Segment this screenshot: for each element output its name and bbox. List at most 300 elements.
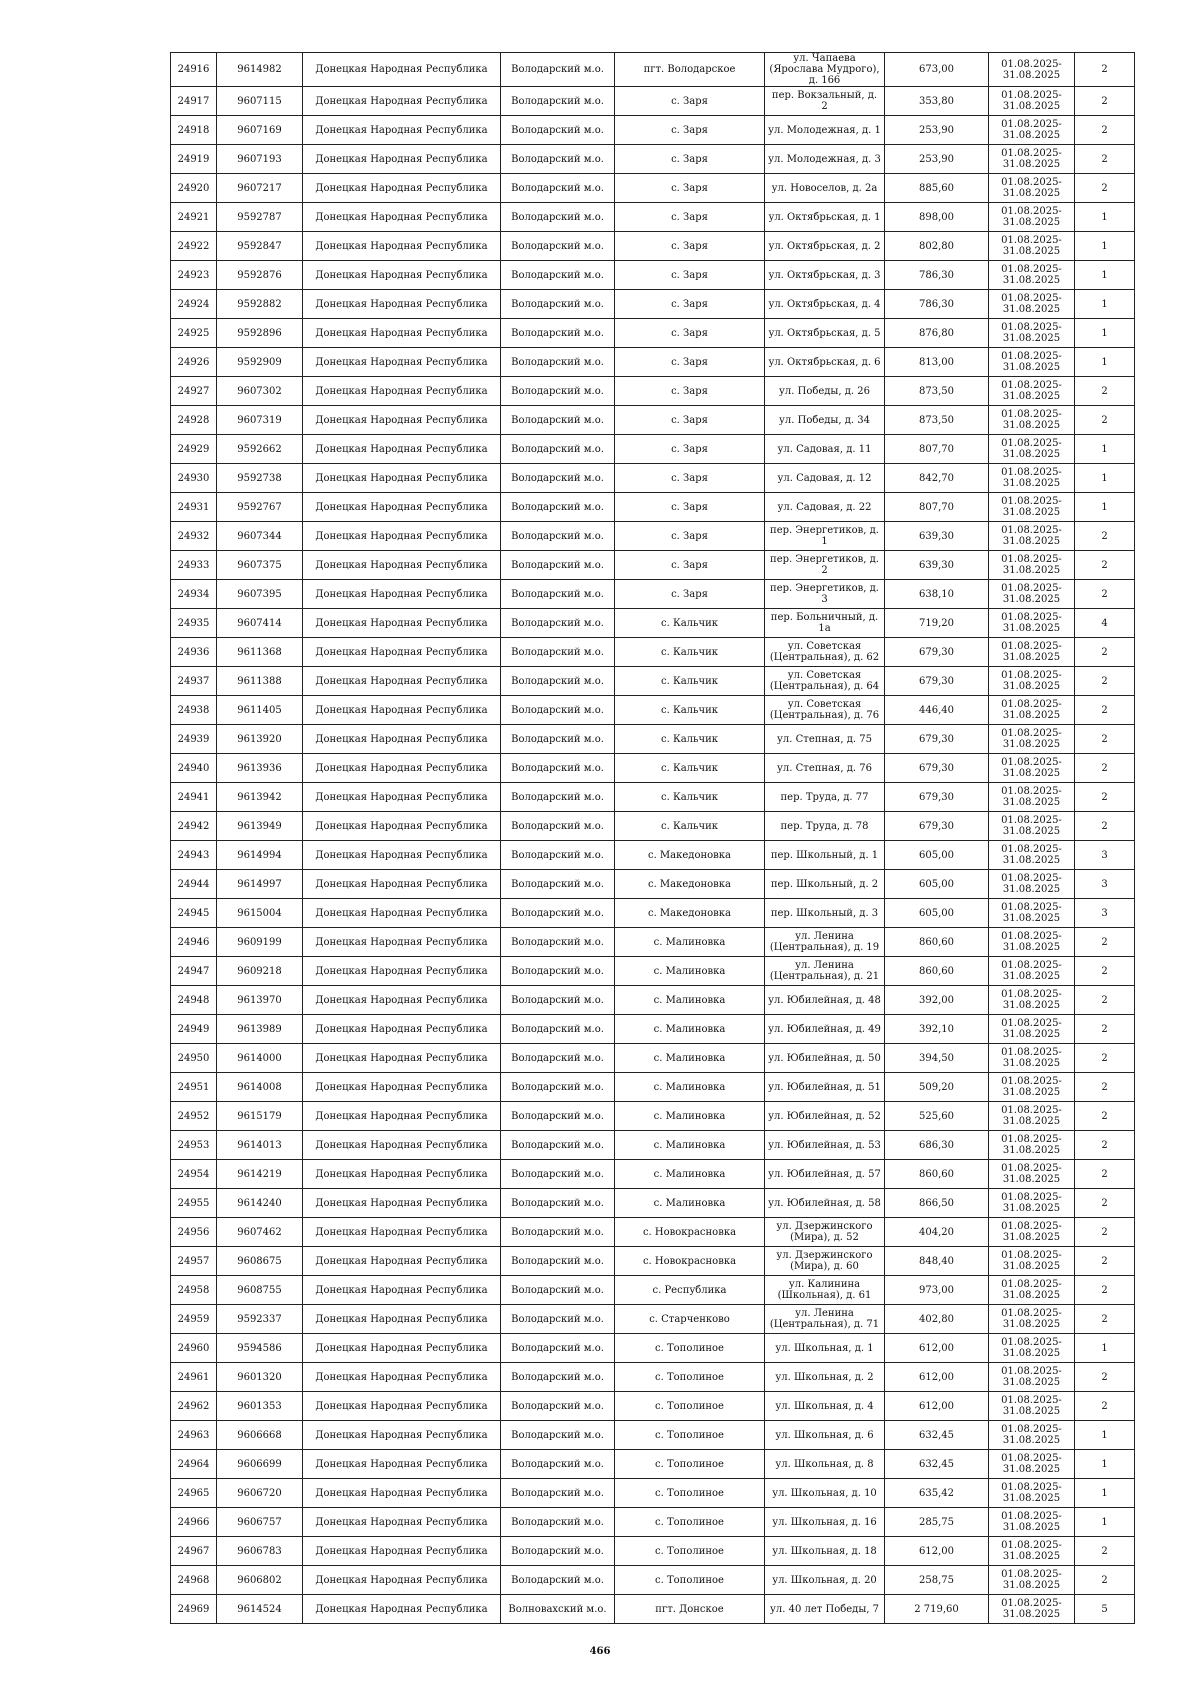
record-id: 9601320 — [217, 1363, 303, 1392]
region-cell: Донецкая Народная Республика — [303, 957, 501, 986]
settlement-cell: с. Заря — [615, 290, 765, 319]
settlement-cell: с. Заря — [615, 203, 765, 232]
record-id: 9613970 — [217, 986, 303, 1015]
period-cell: 01.08.2025-31.08.2025 — [989, 551, 1075, 580]
count-cell: 2 — [1075, 1189, 1135, 1218]
settlement-cell: с. Республика — [615, 1276, 765, 1305]
period-cell: 01.08.2025-31.08.2025 — [989, 1392, 1075, 1421]
record-id: 9592896 — [217, 319, 303, 348]
record-id: 9613920 — [217, 725, 303, 754]
record-id: 9607395 — [217, 580, 303, 609]
table-row — [171, 899, 1135, 928]
table-row — [171, 87, 1135, 116]
count-cell: 1 — [1075, 464, 1135, 493]
region-cell: Донецкая Народная Республика — [303, 1334, 501, 1363]
amount-cell: 860,60 — [885, 957, 989, 986]
region-cell: Донецкая Народная Республика — [303, 493, 501, 522]
period-cell: 01.08.2025-31.08.2025 — [989, 174, 1075, 203]
region-cell: Донецкая Народная Республика — [303, 1392, 501, 1421]
address-cell: ул. Школьная, д. 1 — [765, 1334, 885, 1363]
table-row — [171, 1479, 1135, 1508]
address-cell: ул. Советская (Центральная), д. 64 — [765, 667, 885, 696]
district-cell: Володарский м.о. — [501, 696, 615, 725]
record-id: 9614240 — [217, 1189, 303, 1218]
address-cell: пер. Энергетиков, д. 2 — [765, 551, 885, 580]
district-cell: Володарский м.о. — [501, 1131, 615, 1160]
table-row — [171, 841, 1135, 870]
row-number: 24958 — [171, 1276, 217, 1305]
region-cell: Донецкая Народная Республика — [303, 667, 501, 696]
district-cell: Володарский м.о. — [501, 53, 615, 87]
row-number: 24948 — [171, 986, 217, 1015]
address-cell: пер. Труда, д. 78 — [765, 812, 885, 841]
settlement-cell: с. Македоновка — [615, 870, 765, 899]
address-cell: ул. Юбилейная, д. 49 — [765, 1015, 885, 1044]
record-id: 9614219 — [217, 1160, 303, 1189]
table-row — [171, 1450, 1135, 1479]
count-cell: 2 — [1075, 87, 1135, 116]
record-id: 9614008 — [217, 1073, 303, 1102]
row-number: 24938 — [171, 696, 217, 725]
district-cell: Володарский м.о. — [501, 203, 615, 232]
table-row — [171, 1566, 1135, 1595]
address-cell: ул. Юбилейная, д. 52 — [765, 1102, 885, 1131]
count-cell: 3 — [1075, 870, 1135, 899]
count-cell: 2 — [1075, 1363, 1135, 1392]
period-cell: 01.08.2025-31.08.2025 — [989, 1334, 1075, 1363]
amount-cell: 605,00 — [885, 841, 989, 870]
amount-cell: 679,30 — [885, 754, 989, 783]
amount-cell: 509,20 — [885, 1073, 989, 1102]
period-cell: 01.08.2025-31.08.2025 — [989, 638, 1075, 667]
amount-cell: 679,30 — [885, 812, 989, 841]
row-number: 24932 — [171, 522, 217, 551]
amount-cell: 612,00 — [885, 1537, 989, 1566]
region-cell: Донецкая Народная Республика — [303, 1073, 501, 1102]
district-cell: Володарский м.о. — [501, 1508, 615, 1537]
address-cell: ул. Степная, д. 76 — [765, 754, 885, 783]
count-cell: 3 — [1075, 899, 1135, 928]
period-cell: 01.08.2025-31.08.2025 — [989, 203, 1075, 232]
district-cell: Володарский м.о. — [501, 319, 615, 348]
record-id: 9592767 — [217, 493, 303, 522]
settlement-cell: с. Кальчик — [615, 609, 765, 638]
region-cell: Донецкая Народная Республика — [303, 290, 501, 319]
settlement-cell: с. Заря — [615, 348, 765, 377]
table-row — [171, 812, 1135, 841]
record-id: 9613936 — [217, 754, 303, 783]
table-row — [171, 1073, 1135, 1102]
address-cell: ул. Школьная, д. 16 — [765, 1508, 885, 1537]
amount-cell: 402,80 — [885, 1305, 989, 1334]
row-number: 24955 — [171, 1189, 217, 1218]
region-cell: Донецкая Народная Республика — [303, 783, 501, 812]
period-cell: 01.08.2025-31.08.2025 — [989, 348, 1075, 377]
region-cell: Донецкая Народная Республика — [303, 1247, 501, 1276]
settlement-cell: с. Малиновка — [615, 1044, 765, 1073]
settlement-cell: с. Старченково — [615, 1305, 765, 1334]
amount-cell: 525,60 — [885, 1102, 989, 1131]
row-number: 24954 — [171, 1160, 217, 1189]
region-cell: Донецкая Народная Республика — [303, 53, 501, 87]
row-number: 24949 — [171, 1015, 217, 1044]
row-number: 24965 — [171, 1479, 217, 1508]
count-cell: 2 — [1075, 725, 1135, 754]
address-cell: ул. Юбилейная, д. 50 — [765, 1044, 885, 1073]
amount-cell: 394,50 — [885, 1044, 989, 1073]
table-row — [171, 319, 1135, 348]
settlement-cell: с. Тополиное — [615, 1392, 765, 1421]
table-row — [171, 870, 1135, 899]
district-cell: Володарский м.о. — [501, 261, 615, 290]
row-number: 24956 — [171, 1218, 217, 1247]
region-cell: Донецкая Народная Республика — [303, 174, 501, 203]
settlement-cell: пгт. Донское — [615, 1595, 765, 1624]
table-row — [171, 1102, 1135, 1131]
amount-cell: 2 719,60 — [885, 1595, 989, 1624]
row-number: 24957 — [171, 1247, 217, 1276]
page-number: 466 — [589, 1646, 611, 1657]
district-cell: Володарский м.о. — [501, 812, 615, 841]
period-cell: 01.08.2025-31.08.2025 — [989, 1276, 1075, 1305]
table-row — [171, 609, 1135, 638]
period-cell: 01.08.2025-31.08.2025 — [989, 1537, 1075, 1566]
record-id: 9592847 — [217, 232, 303, 261]
record-id: 9613949 — [217, 812, 303, 841]
period-cell: 01.08.2025-31.08.2025 — [989, 899, 1075, 928]
count-cell: 2 — [1075, 1537, 1135, 1566]
district-cell: Володарский м.о. — [501, 1247, 615, 1276]
region-cell: Донецкая Народная Республика — [303, 1102, 501, 1131]
amount-cell: 679,30 — [885, 783, 989, 812]
period-cell: 01.08.2025-31.08.2025 — [989, 522, 1075, 551]
district-cell: Володарский м.о. — [501, 754, 615, 783]
period-cell: 01.08.2025-31.08.2025 — [989, 1305, 1075, 1334]
count-cell: 1 — [1075, 435, 1135, 464]
record-id: 9614982 — [217, 53, 303, 87]
record-id: 9592876 — [217, 261, 303, 290]
settlement-cell: с. Кальчик — [615, 725, 765, 754]
record-id: 9606720 — [217, 1479, 303, 1508]
row-number: 24967 — [171, 1537, 217, 1566]
table-row — [171, 203, 1135, 232]
period-cell: 01.08.2025-31.08.2025 — [989, 1218, 1075, 1247]
count-cell: 2 — [1075, 928, 1135, 957]
row-number: 24969 — [171, 1595, 217, 1624]
row-number: 24924 — [171, 290, 217, 319]
document-sheet — [170, 52, 1134, 1624]
row-number: 24951 — [171, 1073, 217, 1102]
row-number: 24961 — [171, 1363, 217, 1392]
amount-cell: 885,60 — [885, 174, 989, 203]
amount-cell: 612,00 — [885, 1334, 989, 1363]
district-cell: Володарский м.о. — [501, 145, 615, 174]
row-number: 24935 — [171, 609, 217, 638]
count-cell: 2 — [1075, 53, 1135, 87]
count-cell: 2 — [1075, 638, 1135, 667]
period-cell: 01.08.2025-31.08.2025 — [989, 841, 1075, 870]
settlement-cell: с. Македоновка — [615, 841, 765, 870]
row-number: 24962 — [171, 1392, 217, 1421]
period-cell: 01.08.2025-31.08.2025 — [989, 493, 1075, 522]
address-cell: ул. Дзержинского (Мира), д. 60 — [765, 1247, 885, 1276]
amount-cell: 873,50 — [885, 406, 989, 435]
district-cell: Володарский м.о. — [501, 1537, 615, 1566]
period-cell: 01.08.2025-31.08.2025 — [989, 1102, 1075, 1131]
table-row — [171, 116, 1135, 145]
row-number: 24928 — [171, 406, 217, 435]
table-row — [171, 1276, 1135, 1305]
settlement-cell: с. Тополиное — [615, 1334, 765, 1363]
district-cell: Володарский м.о. — [501, 1276, 615, 1305]
amount-cell: 612,00 — [885, 1363, 989, 1392]
record-id: 9613942 — [217, 783, 303, 812]
amount-cell: 813,00 — [885, 348, 989, 377]
address-cell: ул. Победы, д. 34 — [765, 406, 885, 435]
record-id: 9614000 — [217, 1044, 303, 1073]
address-cell: ул. Школьная, д. 18 — [765, 1537, 885, 1566]
district-cell: Володарский м.о. — [501, 638, 615, 667]
region-cell: Донецкая Народная Республика — [303, 1479, 501, 1508]
address-cell: ул. Школьная, д. 4 — [765, 1392, 885, 1421]
table-row — [171, 928, 1135, 957]
region-cell: Донецкая Народная Республика — [303, 406, 501, 435]
period-cell: 01.08.2025-31.08.2025 — [989, 1015, 1075, 1044]
amount-cell: 679,30 — [885, 638, 989, 667]
amount-cell: 253,90 — [885, 145, 989, 174]
address-cell: ул. Юбилейная, д. 57 — [765, 1160, 885, 1189]
address-cell: ул. Октябрьская, д. 6 — [765, 348, 885, 377]
address-cell: ул. Юбилейная, д. 53 — [765, 1131, 885, 1160]
address-cell: ул. Октябрьская, д. 4 — [765, 290, 885, 319]
period-cell: 01.08.2025-31.08.2025 — [989, 261, 1075, 290]
record-id: 9609199 — [217, 928, 303, 957]
settlement-cell: пгт. Володарское — [615, 53, 765, 87]
address-cell: ул. Юбилейная, д. 48 — [765, 986, 885, 1015]
district-cell: Володарский м.о. — [501, 493, 615, 522]
period-cell: 01.08.2025-31.08.2025 — [989, 290, 1075, 319]
count-cell: 2 — [1075, 1044, 1135, 1073]
address-cell: ул. Советская (Центральная), д. 62 — [765, 638, 885, 667]
table-row — [171, 667, 1135, 696]
region-cell: Донецкая Народная Республика — [303, 348, 501, 377]
record-id: 9607193 — [217, 145, 303, 174]
record-id: 9592738 — [217, 464, 303, 493]
table-row — [171, 348, 1135, 377]
region-cell: Донецкая Народная Республика — [303, 1044, 501, 1073]
region-cell: Донецкая Народная Республика — [303, 261, 501, 290]
table-row — [171, 493, 1135, 522]
district-cell: Володарский м.о. — [501, 87, 615, 116]
period-cell: 01.08.2025-31.08.2025 — [989, 667, 1075, 696]
amount-cell: 673,00 — [885, 53, 989, 87]
amount-cell: 786,30 — [885, 261, 989, 290]
row-number: 24939 — [171, 725, 217, 754]
amount-cell: 258,75 — [885, 1566, 989, 1595]
settlement-cell: с. Заря — [615, 406, 765, 435]
settlement-cell: с. Заря — [615, 145, 765, 174]
region-cell: Донецкая Народная Республика — [303, 1015, 501, 1044]
row-number: 24950 — [171, 1044, 217, 1073]
row-number: 24921 — [171, 203, 217, 232]
settlement-cell: с. Заря — [615, 522, 765, 551]
region-cell: Донецкая Народная Республика — [303, 986, 501, 1015]
record-id: 9614524 — [217, 1595, 303, 1624]
region-cell: Донецкая Народная Республика — [303, 1566, 501, 1595]
address-cell: ул. Степная, д. 75 — [765, 725, 885, 754]
district-cell: Володарский м.о. — [501, 899, 615, 928]
record-id: 9592662 — [217, 435, 303, 464]
count-cell: 2 — [1075, 1218, 1135, 1247]
count-cell: 1 — [1075, 319, 1135, 348]
table-row — [171, 1189, 1135, 1218]
amount-cell: 253,90 — [885, 116, 989, 145]
region-cell: Донецкая Народная Республика — [303, 1218, 501, 1247]
settlement-cell: с. Тополиное — [615, 1566, 765, 1595]
address-cell: ул. Школьная, д. 8 — [765, 1450, 885, 1479]
region-cell: Донецкая Народная Республика — [303, 319, 501, 348]
table-row — [171, 290, 1135, 319]
district-cell: Володарский м.о. — [501, 957, 615, 986]
region-cell: Донецкая Народная Республика — [303, 551, 501, 580]
count-cell: 2 — [1075, 377, 1135, 406]
table-row — [171, 696, 1135, 725]
region-cell: Донецкая Народная Республика — [303, 435, 501, 464]
address-cell: пер. Энергетиков, д. 1 — [765, 522, 885, 551]
settlement-cell: с. Тополиное — [615, 1508, 765, 1537]
address-cell: ул. Ленина (Центральная), д. 21 — [765, 957, 885, 986]
table-row — [171, 261, 1135, 290]
row-number: 24941 — [171, 783, 217, 812]
count-cell: 1 — [1075, 203, 1135, 232]
amount-cell: 632,45 — [885, 1421, 989, 1450]
row-number: 24943 — [171, 841, 217, 870]
amount-cell: 686,30 — [885, 1131, 989, 1160]
settlement-cell: с. Заря — [615, 261, 765, 290]
address-cell: пер. Школьный, д. 3 — [765, 899, 885, 928]
address-cell: пер. Труда, д. 77 — [765, 783, 885, 812]
district-cell: Володарский м.о. — [501, 464, 615, 493]
address-cell: ул. Юбилейная, д. 51 — [765, 1073, 885, 1102]
district-cell: Володарский м.о. — [501, 377, 615, 406]
record-id: 9613989 — [217, 1015, 303, 1044]
period-cell: 01.08.2025-31.08.2025 — [989, 754, 1075, 783]
table-row — [171, 406, 1135, 435]
district-cell: Володарский м.о. — [501, 783, 615, 812]
record-id: 9607302 — [217, 377, 303, 406]
count-cell: 2 — [1075, 406, 1135, 435]
table-row — [171, 1392, 1135, 1421]
count-cell: 2 — [1075, 145, 1135, 174]
settlement-cell: с. Кальчик — [615, 638, 765, 667]
table-row — [171, 435, 1135, 464]
settlement-cell: с. Малиновка — [615, 1131, 765, 1160]
count-cell: 1 — [1075, 261, 1135, 290]
period-cell: 01.08.2025-31.08.2025 — [989, 1479, 1075, 1508]
settlement-cell: с. Малиновка — [615, 1015, 765, 1044]
region-cell: Донецкая Народная Республика — [303, 1160, 501, 1189]
period-cell: 01.08.2025-31.08.2025 — [989, 986, 1075, 1015]
record-id: 9611368 — [217, 638, 303, 667]
district-cell: Володарский м.о. — [501, 1392, 615, 1421]
region-cell: Донецкая Народная Республика — [303, 1131, 501, 1160]
address-cell: ул. Дзержинского (Мира), д. 52 — [765, 1218, 885, 1247]
record-id: 9606699 — [217, 1450, 303, 1479]
amount-cell: 807,70 — [885, 435, 989, 464]
settlement-cell: с. Тополиное — [615, 1363, 765, 1392]
count-cell: 2 — [1075, 957, 1135, 986]
row-number: 24964 — [171, 1450, 217, 1479]
district-cell: Володарский м.о. — [501, 1102, 615, 1131]
count-cell: 2 — [1075, 1015, 1135, 1044]
record-id: 9608675 — [217, 1247, 303, 1276]
period-cell: 01.08.2025-31.08.2025 — [989, 1189, 1075, 1218]
region-cell: Донецкая Народная Республика — [303, 87, 501, 116]
amount-cell: 392,10 — [885, 1015, 989, 1044]
row-number: 24925 — [171, 319, 217, 348]
amount-cell: 635,42 — [885, 1479, 989, 1508]
table-row — [171, 551, 1135, 580]
record-id: 9606802 — [217, 1566, 303, 1595]
address-cell: ул. Октябрьская, д. 2 — [765, 232, 885, 261]
address-cell: ул. Юбилейная, д. 58 — [765, 1189, 885, 1218]
address-cell: пер. Школьный, д. 2 — [765, 870, 885, 899]
region-cell: Донецкая Народная Республика — [303, 145, 501, 174]
record-id: 9614013 — [217, 1131, 303, 1160]
table-row — [171, 1595, 1135, 1624]
address-cell: ул. Школьная, д. 2 — [765, 1363, 885, 1392]
amount-cell: 639,30 — [885, 522, 989, 551]
settlement-cell: с. Тополиное — [615, 1421, 765, 1450]
period-cell: 01.08.2025-31.08.2025 — [989, 928, 1075, 957]
address-cell: ул. Школьная, д. 20 — [765, 1566, 885, 1595]
settlement-cell: с. Македоновка — [615, 899, 765, 928]
period-cell: 01.08.2025-31.08.2025 — [989, 696, 1075, 725]
settlement-cell: с. Заря — [615, 435, 765, 464]
row-number: 24920 — [171, 174, 217, 203]
region-cell: Донецкая Народная Республика — [303, 1189, 501, 1218]
period-cell: 01.08.2025-31.08.2025 — [989, 783, 1075, 812]
row-number: 24940 — [171, 754, 217, 783]
table-row — [171, 725, 1135, 754]
row-number: 24959 — [171, 1305, 217, 1334]
table-row — [171, 1160, 1135, 1189]
settlement-cell: с. Новокрасновка — [615, 1218, 765, 1247]
table-row — [171, 754, 1135, 783]
row-number: 24926 — [171, 348, 217, 377]
period-cell: 01.08.2025-31.08.2025 — [989, 1044, 1075, 1073]
settlement-cell: с. Кальчик — [615, 754, 765, 783]
district-cell: Володарский м.о. — [501, 667, 615, 696]
period-cell: 01.08.2025-31.08.2025 — [989, 1363, 1075, 1392]
table-row — [171, 638, 1135, 667]
region-cell: Донецкая Народная Республика — [303, 1421, 501, 1450]
registry-rows — [171, 53, 1135, 1624]
row-number: 24927 — [171, 377, 217, 406]
count-cell: 1 — [1075, 232, 1135, 261]
amount-cell: 404,20 — [885, 1218, 989, 1247]
table-row — [171, 174, 1135, 203]
period-cell: 01.08.2025-31.08.2025 — [989, 870, 1075, 899]
period-cell: 01.08.2025-31.08.2025 — [989, 53, 1075, 87]
region-cell: Донецкая Народная Республика — [303, 522, 501, 551]
row-number: 24963 — [171, 1421, 217, 1450]
address-cell: ул. Школьная, д. 6 — [765, 1421, 885, 1450]
amount-cell: 842,70 — [885, 464, 989, 493]
amount-cell: 679,30 — [885, 667, 989, 696]
district-cell: Володарский м.о. — [501, 435, 615, 464]
settlement-cell: с. Тополиное — [615, 1479, 765, 1508]
